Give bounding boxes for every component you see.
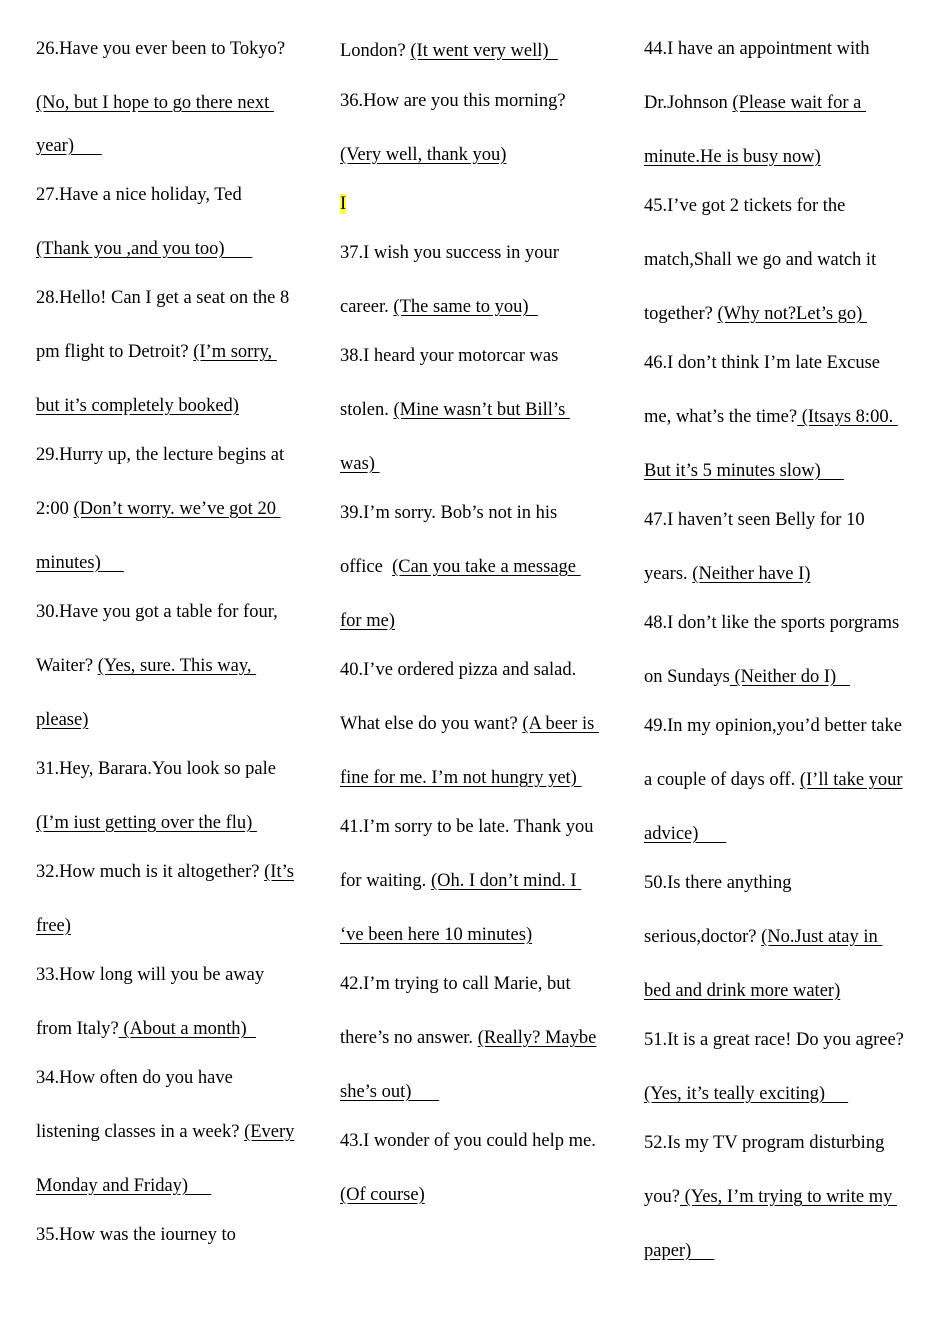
question-text: Dr.Johnson (644, 93, 733, 113)
answer-text: (The same to you) (393, 297, 538, 317)
question-text: from Italy? (36, 1019, 119, 1039)
answer-text: fine for me. I’m not hungry yet) (340, 768, 582, 788)
question-text: 52.Is my TV program disturbing (644, 1133, 885, 1153)
text-line (644, 406, 898, 428)
answer-text: she’s out) (340, 1082, 440, 1102)
answer-text: (Yes, it’s teally exciting) (644, 1084, 849, 1104)
text-line (36, 184, 242, 206)
text-line (340, 193, 346, 215)
answer-text: But it’s 5 minutes slow) (644, 461, 844, 481)
text-line (644, 195, 845, 217)
text-line (36, 1067, 233, 1089)
question-text: 43.I wonder of you could help me. (340, 1131, 596, 1151)
question-text: 45.I’ve got 2 tickets for the (644, 196, 846, 216)
question-text: 28.Hello! Can I get a seat on the 8 (36, 288, 290, 308)
text-line (340, 610, 395, 632)
answer-text: minutes) (36, 553, 124, 573)
text-line (340, 399, 570, 421)
answer-text: (Mine wasn’t but Bill’s (393, 400, 570, 420)
answer-text: (Neither do I) (729, 667, 851, 687)
text-line (36, 341, 277, 363)
question-text: 40.I’ve ordered pizza and salad. (340, 660, 577, 680)
text-line (36, 1224, 236, 1246)
answer-text: Monday and Friday) (36, 1176, 212, 1196)
question-text: 30.Have you got a table for four, (36, 602, 278, 622)
text-line (644, 612, 899, 634)
question-text: match,Shall we go and watch it (644, 250, 877, 270)
text-line (340, 90, 566, 112)
answer-text: (Oh. I don’t mind. I (430, 871, 582, 891)
text-line (36, 655, 256, 677)
text-line (36, 861, 294, 883)
text-line (340, 1027, 596, 1049)
question-text: 46.I don’t think I’m late Excuse (644, 353, 880, 373)
answer-text: (A beer is (522, 714, 599, 734)
text-line (644, 1029, 904, 1051)
question-text: 36.How are you this morning? (340, 91, 566, 111)
answer-text: (Thank you ,and you too) (36, 239, 253, 259)
answer-text: was) (340, 454, 380, 474)
text-line (644, 1240, 714, 1262)
question-text: you? (644, 1187, 680, 1207)
answer-text: (Neither have I) (692, 564, 811, 584)
question-text: office (340, 557, 393, 577)
text-line (644, 1083, 848, 1105)
question-text: What else do you want? (340, 714, 523, 734)
question-text: 44.I have an appointment with (644, 39, 870, 59)
text-line (644, 352, 880, 374)
question-text: 50.Is there anything (644, 873, 792, 893)
text-line (644, 509, 865, 531)
text-line (644, 926, 882, 948)
question-text: 48.I don’t like the sports porgrams (644, 613, 900, 633)
text-line (36, 38, 285, 60)
question-text: a couple of days off. (644, 770, 800, 790)
answer-text: (I’ll take your (799, 770, 903, 790)
question-text: 37.I wish you success in your (340, 243, 559, 263)
question-text: years. (644, 564, 693, 584)
question-text: Waiter? (36, 656, 98, 676)
text-line (644, 563, 810, 585)
question-text: 29.Hurry up, the lecture begins at (36, 445, 285, 465)
question-text: 49.In my opinion,you’d better take (644, 716, 902, 736)
text-line (36, 92, 274, 114)
question-text: 39.I’m sorry. Bob’s not in his (340, 503, 558, 523)
question-text: 32.How much is it altogether? (36, 862, 265, 882)
text-line (36, 498, 281, 520)
question-text: 31.Hey, Barara.You look so pale (36, 759, 276, 779)
question-text: stolen. (340, 400, 394, 420)
text-line (36, 552, 124, 574)
text-line (36, 1175, 211, 1197)
text-line (644, 769, 903, 791)
question-text: for waiting. (340, 871, 431, 891)
answer-text: please) (36, 710, 89, 730)
text-line (644, 146, 821, 168)
answer-text: bed and drink more water) (644, 981, 841, 1001)
text-line (36, 915, 71, 937)
text-line (340, 296, 538, 318)
text-line (340, 816, 593, 838)
text-line (36, 709, 88, 731)
answer-text: (Of course) (340, 1185, 425, 1205)
text-line (340, 502, 557, 524)
text-line (340, 144, 506, 166)
question-text: me, what’s the time? (644, 407, 798, 427)
answer-text: for me) (340, 611, 395, 631)
text-line (340, 1184, 425, 1206)
answer-text: (No, but I hope to go there next (36, 93, 274, 113)
text-line (340, 973, 571, 995)
answer-text: (No.Just atay in (761, 927, 883, 947)
question-text: 26.Have you ever been to Tokyo? (36, 39, 286, 59)
question-text: 38.I heard your motorcar was (340, 346, 559, 366)
answer-text: minute.He is busy now) (644, 147, 821, 167)
text-line (36, 812, 257, 834)
question-text: 33.How long will you be away (36, 965, 265, 985)
text-line (340, 713, 599, 735)
answer-text: (Please wait for a (732, 93, 866, 113)
question-text: London? (340, 41, 411, 61)
text-line (340, 556, 581, 578)
text-line (36, 444, 284, 466)
text-line (36, 135, 102, 157)
answer-text: ‘ve been here 10 minutes) (340, 925, 533, 945)
text-line (644, 460, 844, 482)
text-line (644, 980, 840, 1002)
question-text: career. (340, 297, 394, 317)
text-line (644, 823, 726, 845)
text-line (36, 395, 239, 417)
question-text: there’s no answer. (340, 1028, 478, 1048)
text-line (340, 40, 558, 62)
question-text: 2:00 (36, 499, 74, 519)
text-line (36, 601, 278, 623)
question-text: 27.Have a nice holiday, Ted (36, 185, 242, 205)
text-line (644, 249, 876, 271)
text-line (340, 1130, 596, 1152)
highlighted-cursor-text: I (340, 194, 347, 214)
text-line (644, 38, 870, 60)
answer-text: free) (36, 916, 71, 936)
answer-text: (It’s (264, 862, 294, 882)
text-line (36, 1121, 294, 1143)
text-line (340, 242, 559, 264)
text-line (36, 1018, 256, 1040)
answer-text: (Don’t worry. we’ve got 20 (73, 499, 281, 519)
text-line (36, 964, 264, 986)
answer-text: (I’m iust getting over the flu) (36, 813, 257, 833)
question-text: 34.How often do you have (36, 1068, 233, 1088)
answer-text: advice) (644, 824, 727, 844)
answer-text: (Can you take a message (392, 557, 581, 577)
text-line (644, 715, 902, 737)
question-text: listening classes in a week? (36, 1122, 245, 1142)
text-line (644, 1132, 884, 1154)
question-text: serious,doctor? (644, 927, 762, 947)
text-line (36, 758, 276, 780)
text-line (340, 1081, 439, 1103)
text-line (644, 303, 867, 325)
text-line (340, 453, 380, 475)
question-text: on Sundays (644, 667, 730, 687)
text-line (36, 238, 252, 260)
question-text: 47.I haven’t seen Belly for 10 (644, 510, 865, 530)
answer-text: (Every (244, 1122, 295, 1142)
question-text: 51.It is a great race! Do you agree? (644, 1030, 904, 1050)
answer-text: (Why not?Let’s go) (717, 304, 867, 324)
question-text: together? (644, 304, 718, 324)
text-line (340, 345, 558, 367)
text-line (340, 924, 532, 946)
answer-text: (Very well, thank you) (340, 145, 507, 165)
answer-text: (Really? Maybe (477, 1028, 597, 1048)
answer-text: (Yes, I’m trying to write my (679, 1187, 897, 1207)
question-text: 35.How was the iourney to (36, 1225, 236, 1245)
text-line (340, 870, 581, 892)
answer-text: (I’m sorry, (193, 342, 277, 362)
question-text: 41.I’m sorry to be late. Thank you (340, 817, 594, 837)
answer-text: (About a month) (118, 1019, 256, 1039)
answer-text: (Itsays 8:00. (797, 407, 898, 427)
question-text: pm flight to Detroit? (36, 342, 194, 362)
text-line (340, 767, 581, 789)
text-line (644, 1186, 897, 1208)
text-line (644, 92, 866, 114)
text-line (644, 872, 791, 894)
answer-text: (It went very well) (410, 41, 558, 61)
text-line (340, 659, 576, 681)
answer-text: (Yes, sure. This way, (97, 656, 257, 676)
text-line (36, 287, 289, 309)
answer-text: paper) (644, 1241, 715, 1261)
question-text: 42.I’m trying to call Marie, but (340, 974, 571, 994)
answer-text: but it’s completely booked) (36, 396, 239, 416)
text-line (644, 666, 850, 688)
answer-text: year) (36, 136, 102, 156)
